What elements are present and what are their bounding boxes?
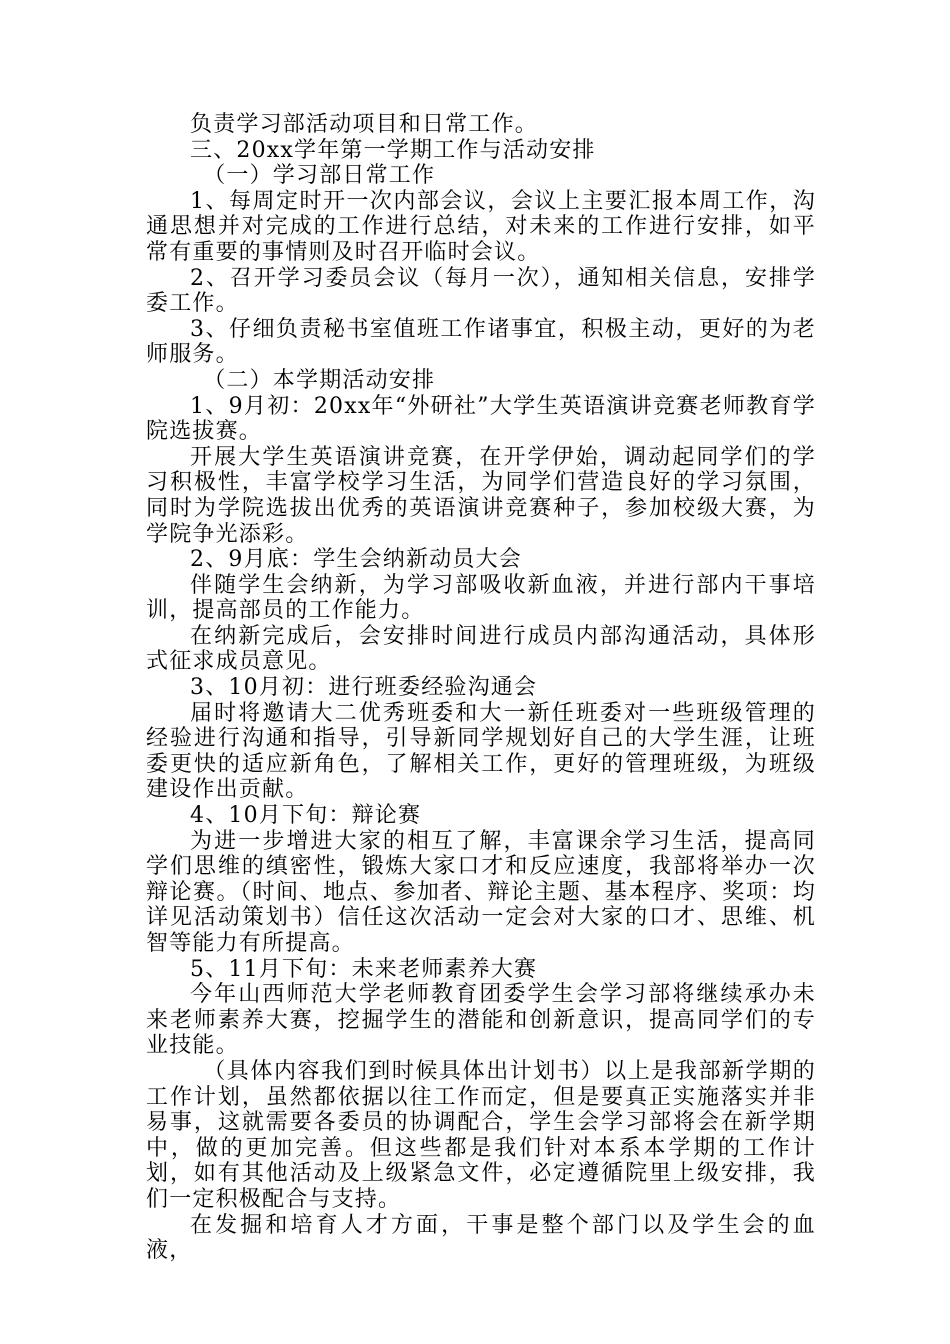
closing-paragraph: （具体内容我们到时候具体出计划书）以上是我部新学期的工作计划，虽然都依据以往工作而定，但是要真正实施落实并非易事，这就需要各委员的协调配合，学生会学习部将会在新学期中，做的更加完善。但这些都是我们针对本系本学期的工作计划，如有其他活动及上级紧急文件，必定遵循院里上级安排，我们一定积极配合与支持。 (146, 1058, 816, 1212)
subsection-heading-activities: （二）本学期活动安排 (203, 367, 436, 393)
document-page (146, 112, 816, 1264)
activity-1-title: 1、9月初：20xx年“外研社”大学生英语演讲竞赛老师教育学院选拔赛。 (146, 393, 816, 445)
paragraph-item-1: 1、每周定时开一次内部会议，会议上主要汇报本周工作，沟通思想并对完成的工作进行总结，对未来的工作进行安排，如平常有重要的事情则及时召开临时会议。 (146, 188, 816, 265)
paragraph-item-3: 3、仔细负责秘书室值班工作诸事宜，积极主动，更好的为老师服务。 (146, 316, 816, 368)
activity-2-title: 2、9月底：学生会纳新动员大会 (190, 547, 522, 573)
section-heading: 三、20xx学年第一学期工作与活动安排 (190, 137, 596, 163)
paragraph-1: 负责学习部活动项目和日常工作。 (190, 112, 539, 137)
activity-5-title: 5、11月下旬：未来老师素养大赛 (190, 956, 538, 982)
activity-4-title: 4、10月下旬：辩论赛 (190, 803, 422, 829)
activity-3-title: 3、10月初：进行班委经验沟通会 (190, 675, 538, 701)
paragraph-item-2: 2、召开学习委员会议（每月一次），通知相关信息，安排学委工作。 (146, 265, 816, 317)
activity-5-description: 今年山西师范大学老师教育团委学生会学习部将继续承办未来老师素养大赛，挖掘学生的潜能和创新意识，提高同学们的专业技能。 (146, 982, 816, 1059)
subsection-heading-daily-work: （一）学习部日常工作 (203, 163, 436, 189)
activity-1-description: 开展大学生英语演讲竞赛，在开学伊始，调动起同学们的学习积极性，丰富学校学习生活，为同学们营造良好的学习氛围，同时为学院选拔出优秀的英语演讲竞赛种子，参加校级大赛，为学院争光添彩。 (146, 444, 816, 547)
activity-2-description-2: 在纳新完成后，会安排时间进行成员内部沟通活动，具体形式征求成员意见。 (146, 623, 816, 675)
activity-2-description: 伴随学生会纳新，为学习部吸收新血液，并进行部内干事培训，提高部员的工作能力。 (146, 572, 816, 624)
activity-4-description: 为进一步增进大家的相互了解，丰富课余学习生活，提高同学们思维的缜密性，锻炼大家口才和反应速度，我部将举办一次辩论赛。（时间、地点、参加者、辩论主题、基本程序、奖项：均详见活动策划书）信任这次活动一定会对大家的口才、思维、机智等能力有所提高。 (146, 828, 816, 956)
final-paragraph: 在发掘和培育人才方面，干事是整个部门以及学生会的血液， (146, 1212, 816, 1264)
activity-3-description: 届时将邀请大二优秀班委和大一新任班委对一些班级管理的经验进行沟通和指导，引导新同学规划好自己的大学生涯，让班委更快的适应新角色，了解相关工作，更好的管理班级，为班级建设作出贡献。 (146, 700, 816, 803)
